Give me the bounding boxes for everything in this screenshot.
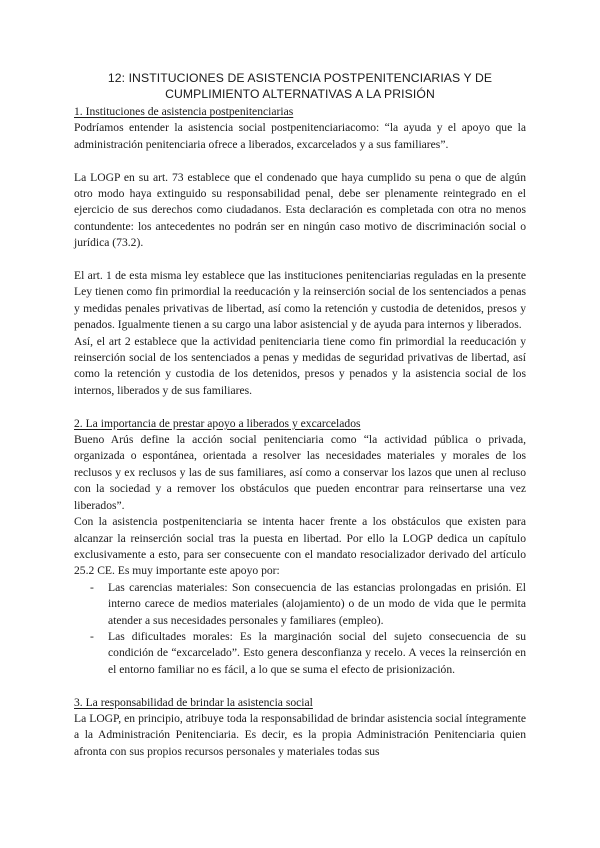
section-2 bbox=[74, 416, 526, 679]
bullet-list bbox=[74, 580, 526, 678]
spacer bbox=[74, 399, 526, 415]
paragraph: La LOGP en su art. 73 establece que el condenado que haya cumplido su pena o que de algún otro modo haya extinguido su responsabilidad penal, debe ser plenamente reintegrado en el ejercicio de sus derechos como ciudadanos. Esta declaración es completada con otra no menos contundente: los antecedentes no podrán ser en ningún caso motivo de discriminación social o jurídica (73.2). bbox=[74, 170, 526, 250]
paragraph: Así, el art 2 establece que la actividad penitenciaria tiene como fin primordial la reeducación y reinserción social de los sentenciados a penas y medidas de seguridad privativas de libertad, así como la retención y custodia de los detenidos, presos y penados y la asistencia social de los internos, liberados y de sus familiares. bbox=[74, 334, 526, 397]
section-1 bbox=[74, 104, 526, 399]
section-heading: 3. La responsabilidad de brindar la asistencia social bbox=[74, 695, 313, 709]
section-heading: 1. Instituciones de asistencia postpenitenciarias bbox=[74, 105, 294, 118]
list-item-text: Las dificultades morales: Es la marginación social del sujeto consecuencia de su condición de “excarcelado”. Esto genera desconfianza y recelo. A veces la reinserción en el entorno familiar no es fácil, a lo que se suma el efecto de prisionización. bbox=[108, 629, 526, 676]
dash-bullet: - bbox=[90, 629, 94, 643]
spacer bbox=[74, 153, 526, 169]
paragraph: Podríamos entender la asistencia social postpenitenciariacomo: “la ayuda y el apoyo que la administración penitenciaria ofrece a liberados, excarcelados y a sus familiares”. bbox=[74, 121, 526, 151]
paragraph: Con la asistencia postpenitenciaria se intenta hacer frente a los obstáculos que existen para alcanzar la reinserción social tras la puesta en libertad. Por ello la LOGP dedica un capítulo exclusivamente a esto, para ser consecuente con el mandato resocializador derivado del artículo 25.2 CE. Es muy importante este apoyo por: bbox=[74, 515, 526, 578]
spacer bbox=[74, 252, 526, 268]
section-heading: 2. La importancia de prestar apoyo a liberados y excarcelados bbox=[74, 416, 361, 430]
document-body bbox=[74, 104, 526, 760]
list-item bbox=[74, 580, 526, 629]
spacer bbox=[74, 678, 526, 694]
paragraph: La LOGP, en principio, atribuye toda la responsabilidad de brindar asistencia social íntegramente a la Administración Penitenciaria. Es decir, es la propia Administración Penitenciaria quien afronta con sus propios recursos personales y materiales todas sus bbox=[74, 711, 526, 758]
list-item bbox=[74, 629, 526, 678]
list-item-text: Las carencias materiales: Son consecuencia de las estancias prolongadas en prisión. El interno carece de medios materiales (alojamiento) o de un modo de vida que le permita atender a sus necesidades personales y familiares (empleo). bbox=[108, 580, 526, 627]
section-3 bbox=[74, 695, 526, 761]
page-title: 12: INSTITUCIONES DE ASISTENCIA POSTPENITENCIARIAS Y DE CUMPLIMIENTO ALTERNATIVAS A LA PRISIÓN bbox=[107, 71, 493, 101]
paragraph: El art. 1 de esta misma ley establece que las instituciones penitenciarias reguladas en la presente Ley tienen como fin primordial la reeducación y la reinserción social de los sentenciados a penas y medidas penales privativas de libertad, así como la retención y custodia de detenidos, presos y penados. Igualmente tienen a su cargo una labor asistencial y de ayuda para internos y liberados. bbox=[74, 269, 526, 332]
paragraph: Bueno Arús define la acción social penitenciaria como “la actividad pública o privada, organizada o espontánea, orientada a resolver las necesidades materiales y morales de los reclusos y ex reclusos y las de sus familiares, así como a conservar los lazos que unen al recluso con la sociedad y a remover los obstáculos que pueden encontrar para reinsertarse una vez liberados”. bbox=[74, 433, 526, 512]
dash-bullet: - bbox=[90, 580, 94, 594]
